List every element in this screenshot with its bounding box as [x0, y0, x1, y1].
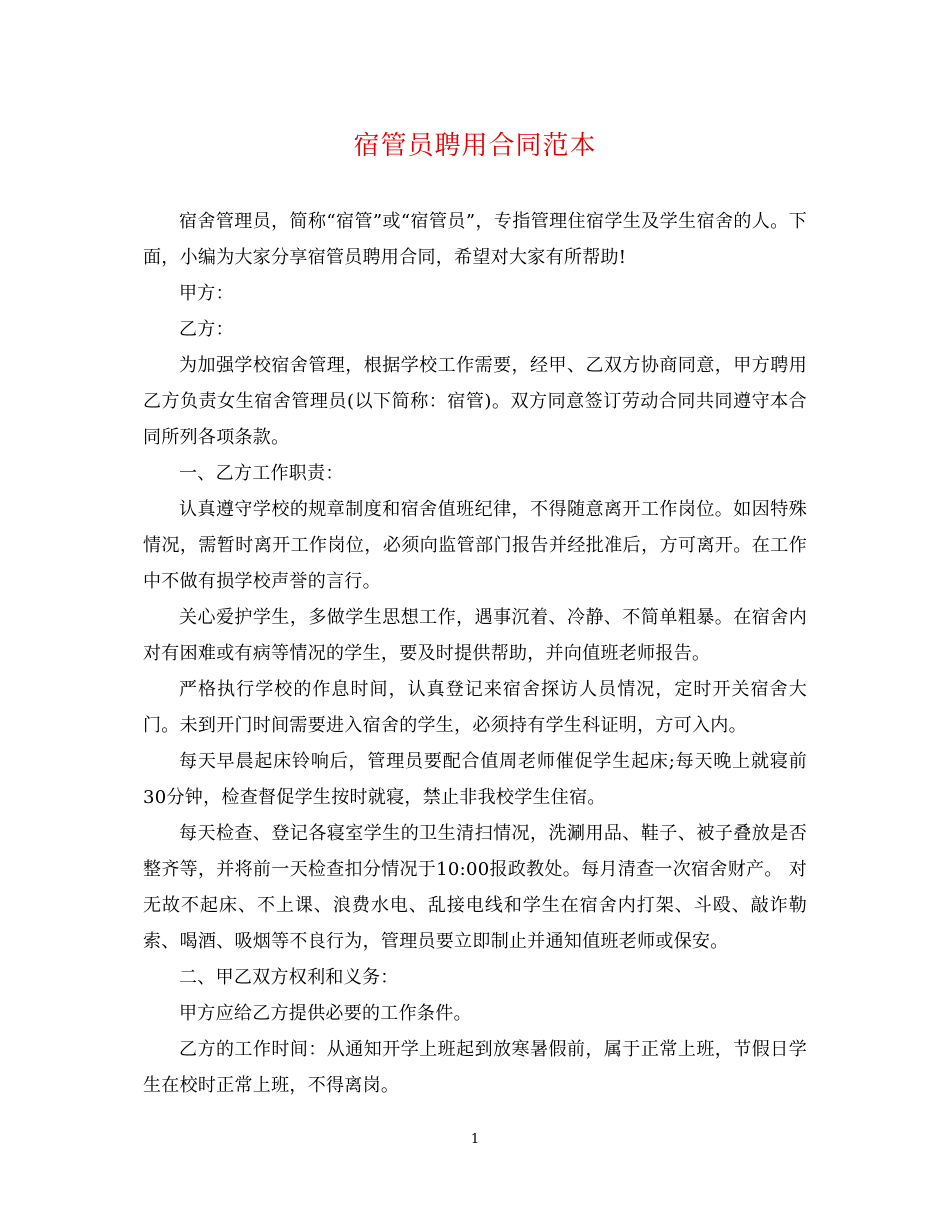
paragraph-duty-discipline: 认真遵守学校的规章制度和宿舍值班纪律，不得随意离开工作岗位。如因特殊情况，需暂时离开工作岗位，必须向监管部门报告并经批准后，方可离开。在工作中不做有损学校声誉的言行。 — [143, 499, 807, 592]
paragraph-duty-wakeup: 每天早晨起床铃响后，管理员要配合值周老师催促学生起床;每天晚上就寝前30分钟，检查督促学生按时就寝，禁止非我校学生住宿。 — [143, 751, 807, 808]
paragraph-duty-inspection: 每天检查、登记各寝室学生的卫生清扫情况，洗涮用品、鞋子、被子叠放是否整齐等，并将前一天检查扣分情况于10:00报政教处。每月清查一次宿舍财产。 对无故不起床、不上课、浪费水电、乱接电线和学生在宿舍内打架、斗殴、敲诈勒索、喝酒、吸烟等不良行为，管理员要立即制止并通知值班老师或保安。 — [143, 823, 807, 952]
paragraph-party-a-obligation: 甲方应给乙方提供必要的工作条件。 — [179, 1003, 472, 1024]
paragraph-working-hours: 乙方的工作时间：从通知开学上班起到放寒暑假前，属于正常上班，节假日学生在校时正常上班，不得离岗。 — [143, 1039, 807, 1096]
paragraph-party-a: 甲方： — [179, 283, 234, 304]
page-number: 1 — [470, 1132, 480, 1147]
paragraph-purpose: 为加强学校宿舍管理，根据学校工作需要，经甲、乙双方协商同意，甲方聘用乙方负责女生宿舍管理员(以下简称：宿管)。双方同意签订劳动合同共同遵守本合同所列各项条款。 — [143, 355, 807, 448]
section-heading-rights: 二、甲乙双方权利和义务： — [179, 967, 399, 988]
paragraph-intro: 宿舍管理员，简称“宿管”或“宿管员”，专指管理住宿学生及学生宿舍的人。下面，小编为大家分享宿管员聘用合同，希望对大家有所帮助! — [143, 211, 807, 268]
paragraph-duty-schedule: 严格执行学校的作息时间，认真登记来宿舍探访人员情况，定时开关宿舍大门。未到开门时间需要进入宿舍的学生，必须持有学生科证明，方可入内。 — [143, 679, 807, 736]
paragraph-duty-care: 关心爱护学生，多做学生思想工作，遇事沉着、冷静、不简单粗暴。在宿舍内对有困难或有病等情况的学生，要及时提供帮助，并向值班老师报告。 — [143, 607, 807, 664]
section-heading-duties: 一、乙方工作职责： — [179, 463, 344, 484]
document-title: 宿管员聘用合同范本 — [353, 131, 597, 161]
paragraph-party-b: 乙方： — [179, 319, 234, 340]
document-body — [143, 204, 807, 1104]
